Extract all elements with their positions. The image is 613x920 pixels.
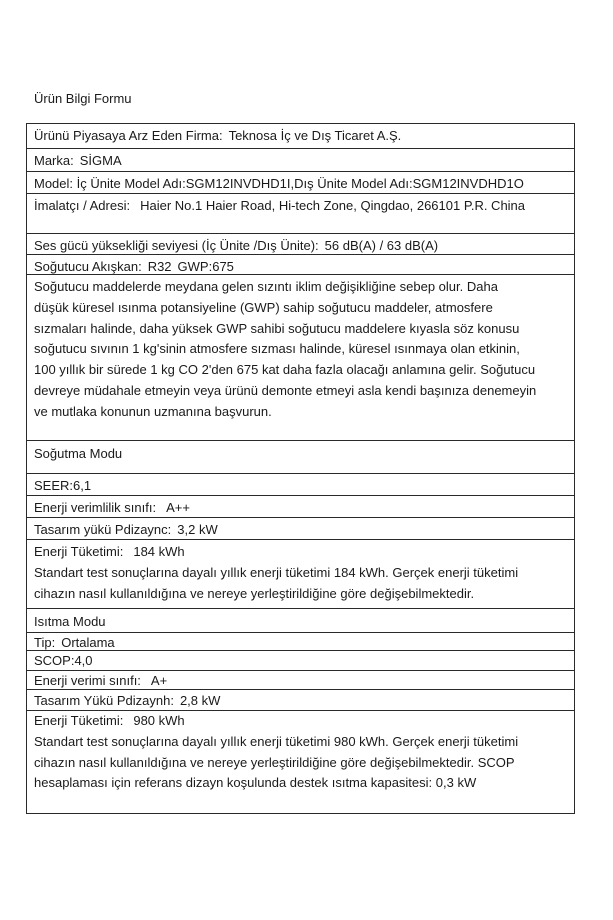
- heating-consumption-value: 980 kWh: [133, 713, 185, 728]
- heating-note-line: hesaplaması için referans dizayn koşulunda destek ısıtma kapasitesi: 0,3 kW: [34, 775, 477, 791]
- warning-line: sızmaları halinde, daha yüksek GWP sahibi soğutucu maddelere kıyasla söz konusu: [34, 320, 520, 336]
- manufacturer-label: İmalatçı / Adresi:: [34, 198, 131, 213]
- cooling-consumption-value: 184 kWh: [133, 544, 185, 559]
- heating-type-row: [27, 633, 574, 651]
- cooling-note-line: Standart test sonuçlarına dayalı yıllık enerji tüketimi 184 kWh. Gerçek enerji tüketimi: [34, 564, 519, 580]
- heating-note-line: cihazın nasıl kullanıldığına ve nereye yerleştirildiğine göre değişebilmektedir. SCOP: [34, 754, 515, 770]
- manufacturer-value: Haier No.1 Haier Road, Hi-tech Zone, Qingdao, 266101 P.R. China: [140, 198, 526, 213]
- heating-scop-row: [27, 651, 574, 671]
- brand-label: Marka:: [34, 153, 74, 168]
- cooling-consumption-label: Enerji Tüketimi:: [34, 544, 124, 559]
- heating-design-load-label: Tasarım Yükü Pdizaynh:: [34, 693, 174, 708]
- heating-design-load-row: [27, 690, 574, 711]
- product-info-table: [26, 123, 575, 814]
- heating-scop: SCOP:4,0: [34, 653, 93, 668]
- heating-energy-class-value: A+: [150, 673, 168, 688]
- refrigerant-row: [27, 255, 574, 275]
- cooling-header: Soğutma Modu: [34, 446, 123, 461]
- cooling-header-row: [27, 441, 574, 474]
- brand-row: [27, 149, 574, 172]
- heating-energy-class-label: Enerji verimi sınıfı:: [34, 673, 141, 688]
- heating-consumption-line: [34, 711, 574, 732]
- heating-header: Isıtma Modu: [34, 614, 106, 629]
- cooling-seer-row: [27, 474, 574, 496]
- brand-value: SİGMA: [79, 153, 122, 168]
- model-text: Model: İç Ünite Model Adı:SGM12INVDHD1I,Dış Ünite Model Adı:SGM12INVDHD1O: [34, 176, 524, 191]
- warning-line: soğutucu sıvının 1 kg'sinin atmosfere sızması halinde, küresel ısınmaya olan etkinin,: [34, 341, 520, 357]
- sound-row: [27, 234, 574, 255]
- heating-energy-class-row: [27, 671, 574, 690]
- cooling-energy-class-row: [27, 496, 574, 518]
- cooling-seer: SEER:6,1: [34, 478, 92, 493]
- cooling-design-load-value: 3,2 kW: [177, 522, 218, 537]
- cooling-design-load-label: Tasarım yükü Pdizaync:: [34, 522, 172, 537]
- cooling-note-line: cihazın nasıl kullanıldığına ve nereye yerleştirildiğine göre değişebilmektedir.: [34, 585, 475, 601]
- refrigerant-warning: [27, 275, 574, 441]
- refrigerant-gwp: GWP:675: [177, 259, 234, 274]
- warning-line: ve mutlaka konunun uzmanına başvurun.: [34, 403, 272, 419]
- company-label: Ürünü Piyasaya Arz Eden Firma:: [34, 128, 223, 143]
- heating-header-row: [27, 609, 574, 633]
- warning-line: devreye müdahale etmeyin veya ürünü demonte etmeyi asla kendi başınıza denemeyin: [34, 382, 537, 398]
- warning-line: Soğutucu maddelerde meydana gelen sızıntı iklim değişikliğine sebep olur. Daha: [34, 279, 498, 294]
- cooling-consumption-block: [27, 540, 574, 609]
- heating-type-label: Tip:: [34, 635, 56, 650]
- manufacturer-row: [27, 194, 574, 234]
- cooling-energy-class-label: Enerji verimlilik sınıfı:: [34, 500, 157, 515]
- heating-design-load-value: 2,8 kW: [179, 693, 221, 708]
- form-title: Ürün Bilgi Formu: [34, 91, 132, 106]
- company-row: [27, 124, 574, 149]
- sound-label: Ses gücü yüksekliği seviyesi (İç Ünite /Dış Ünite):: [34, 238, 319, 253]
- refrigerant-type: R32: [147, 259, 172, 274]
- heating-consumption-block: [27, 711, 574, 813]
- sound-value: 56 dB(A) / 63 dB(A): [324, 238, 439, 253]
- refrigerant-label: Soğutucu Akışkan:: [34, 259, 142, 274]
- cooling-design-load-row: [27, 518, 574, 540]
- warning-line: 100 yıllık bir sürede 1 kg CO 2'den 675 kat daha fazla olacağı anlamına gelir. Soğutucu: [34, 362, 536, 378]
- heating-note-line: Standart test sonuçlarına dayalı yıllık enerji tüketimi 980 kWh. Gerçek enerji tüketimi: [34, 733, 519, 749]
- cooling-consumption-line: [34, 542, 574, 563]
- model-row: [27, 172, 574, 194]
- heating-consumption-label: Enerji Tüketimi:: [34, 713, 124, 728]
- heating-type-value: Ortalama: [61, 635, 115, 650]
- cooling-energy-class-value: A++: [166, 500, 190, 515]
- company-value: Teknosa İç ve Dış Ticaret A.Ş.: [228, 128, 402, 143]
- warning-line: düşük küresel ısınma potansiyeline (GWP) sahip soğutucu maddeler, atmosfere: [34, 299, 493, 315]
